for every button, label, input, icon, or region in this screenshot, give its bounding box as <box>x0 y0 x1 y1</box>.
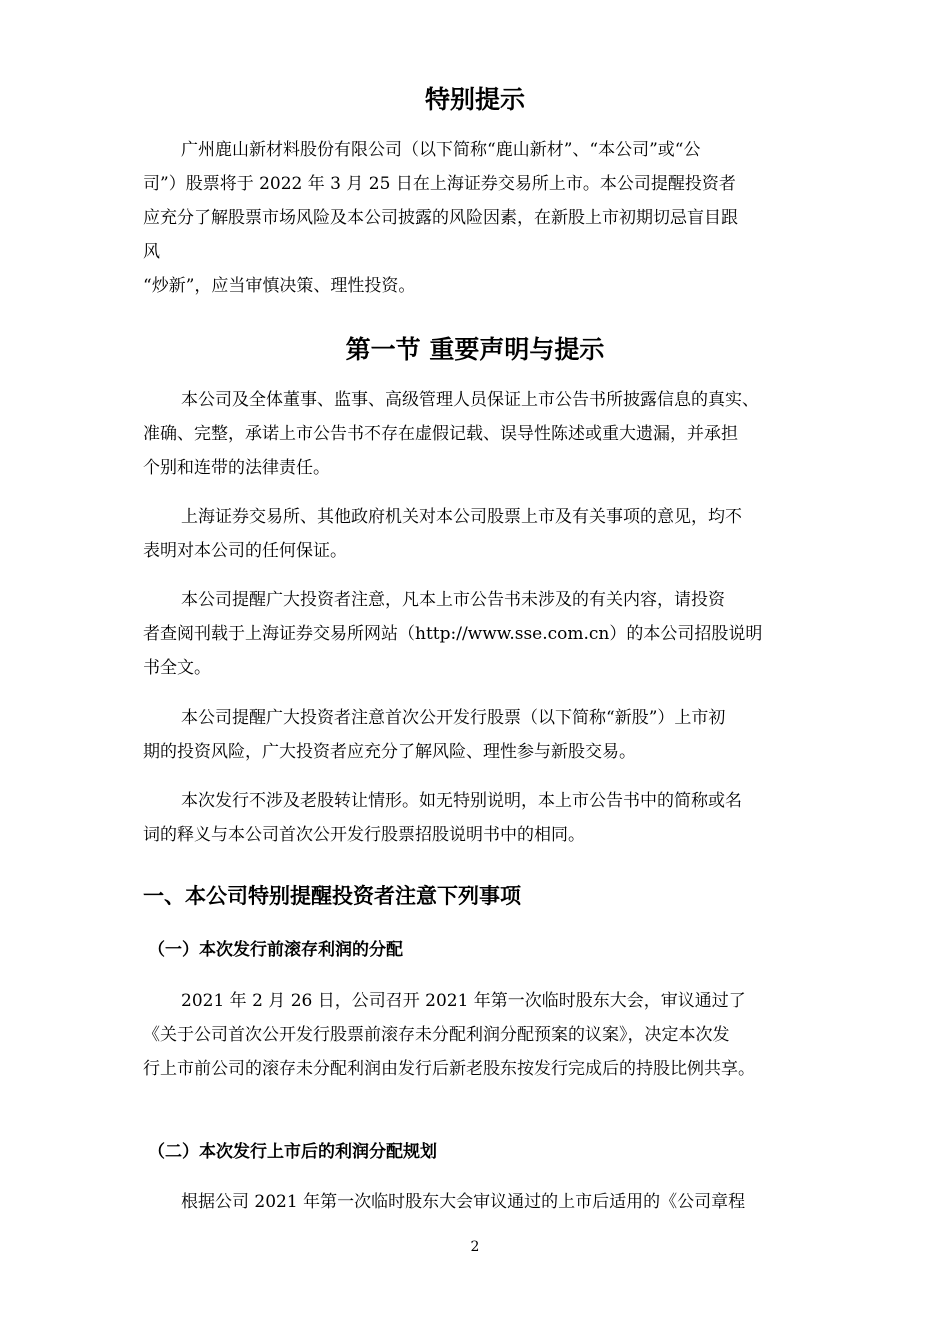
notice-line-1: 广州鹿山新材料股份有限公司（以下简称“鹿山新材”、“本公司”或“公 <box>181 140 701 160</box>
subsection-2-heading: （二）本次发行上市后的利润分配规划 <box>148 1142 437 1162</box>
section1-p5-line-2: 词的释义与本公司首次公开发行股票招股说明书中的相同。 <box>143 825 585 845</box>
section1-p4-line-2: 期的投资风险，广大投资者应充分了解风险、理性参与新股交易。 <box>143 742 636 762</box>
section-1-title: 第一节 重要声明与提示 <box>345 335 605 364</box>
sub1-line-3: 行上市前公司的滚存未分配利润由发行后新老股东按发行完成后的持股比例共享。 <box>143 1059 755 1079</box>
special-notice-title: 特别提示 <box>424 85 525 114</box>
section1-p3-line-1: 本公司提醒广大投资者注意，凡本上市公告书未涉及的有关内容，请投资 <box>181 590 725 610</box>
section1-p2-line-2: 表明对本公司的任何保证。 <box>143 541 347 561</box>
notice-line-5: “炒新”，应当审慎决策、理性投资。 <box>143 276 416 296</box>
section1-p1-line-3: 个别和连带的法律责任。 <box>143 458 330 478</box>
heading-one: 一、本公司特别提醒投资者注意下列事项 <box>143 884 521 908</box>
sub2-line-1: 根据公司 2021 年第一次临时股东大会审议通过的上市后适用的《公司章程 <box>181 1192 746 1212</box>
section1-p4-line-1: 本公司提醒广大投资者注意首次公开发行股票（以下简称“新股”）上市初 <box>181 708 726 728</box>
section1-p2-line-1: 上海证券交易所、其他政府机关对本公司股票上市及有关事项的意见，均不 <box>181 507 742 527</box>
section1-p1-line-1: 本公司及全体董事、监事、高级管理人员保证上市公告书所披露信息的真实、 <box>181 390 759 410</box>
page-number: 2 <box>470 1239 480 1255</box>
section1-p5-line-1: 本次发行不涉及老股转让情形。如无特别说明，本上市公告书中的简称或名 <box>181 791 742 811</box>
subsection-1-heading: （一）本次发行前滚存利润的分配 <box>148 940 403 960</box>
section1-p3-line-2: 者查阅刊载于上海证券交易所网站（http://www.sse.com.cn）的本公司招股说明 <box>143 624 763 644</box>
sub1-line-2: 《关于公司首次公开发行股票前滚存未分配利润分配预案的议案》，决定本次发 <box>143 1025 730 1045</box>
notice-line-2: 司”）股票将于 2022 年 3 月 25 日在上海证券交易所上市。本公司提醒投资者 <box>143 174 736 194</box>
section1-p3-line-3: 书全文。 <box>143 658 211 678</box>
notice-line-4: 风 <box>143 242 160 262</box>
notice-line-3: 应充分了解股票市场风险及本公司披露的风险因素，在新股上市初期切忌盲目跟 <box>143 208 738 228</box>
section1-p1-line-2: 准确、完整，承诺上市公告书不存在虚假记载、误导性陈述或重大遗漏，并承担 <box>143 424 738 444</box>
sub1-line-1: 2021 年 2 月 26 日，公司召开 2021 年第一次临时股东大会，审议通过了 <box>181 991 746 1011</box>
